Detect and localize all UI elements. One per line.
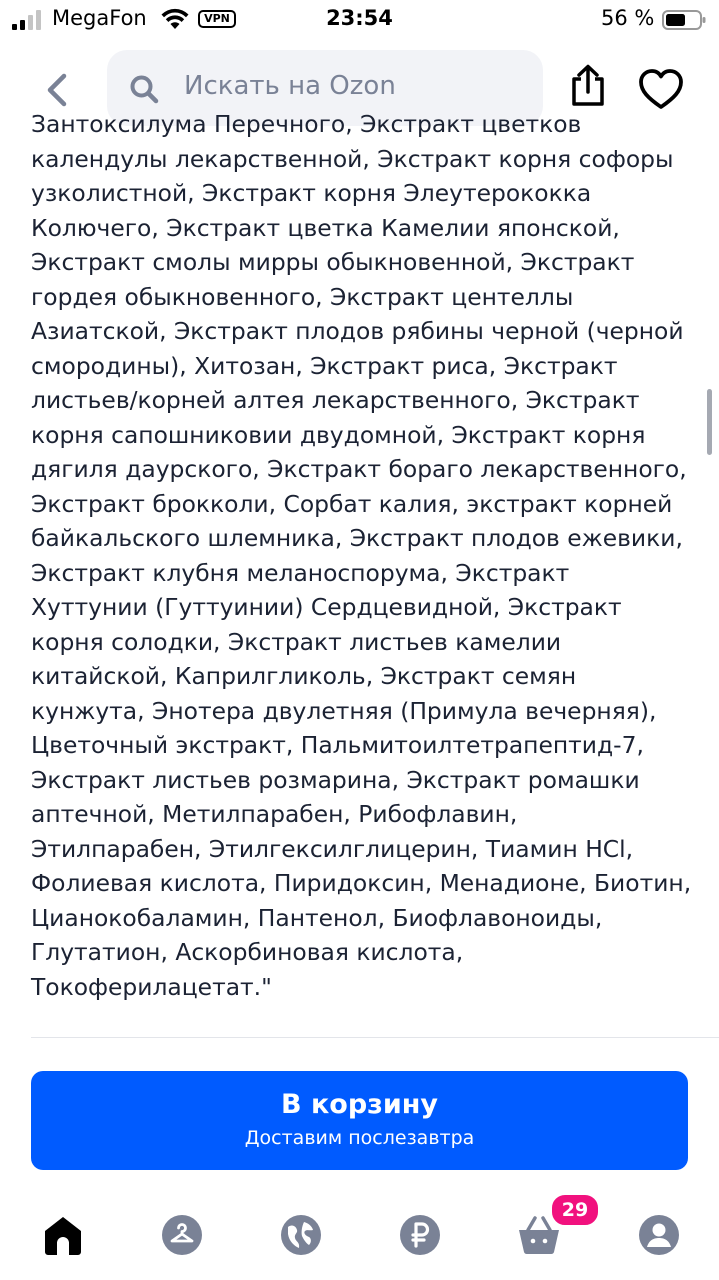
profile-icon[interactable] <box>636 1212 682 1258</box>
vpn-badge: VPN <box>198 10 236 28</box>
globe-icon[interactable] <box>278 1212 324 1258</box>
add-to-cart-label: В корзину <box>280 1089 439 1120</box>
share-icon[interactable] <box>568 64 608 108</box>
delivery-note: Доставим послезавтра <box>244 1127 475 1149</box>
clock: 23:54 <box>326 6 393 30</box>
status-bar <box>0 0 719 40</box>
bottom-tab-bar <box>0 1190 719 1280</box>
product-description <box>0 110 719 1034</box>
home-icon[interactable] <box>40 1212 86 1258</box>
hanger-icon[interactable] <box>159 1212 205 1258</box>
heart-icon[interactable] <box>638 68 684 110</box>
ruble-icon[interactable] <box>397 1212 443 1258</box>
chevron-left-icon[interactable] <box>40 70 70 110</box>
carrier-name: MegaFon <box>52 6 147 30</box>
cart-count-badge: 29 <box>550 1193 600 1227</box>
search-icon <box>129 74 159 104</box>
scrollbar[interactable] <box>707 389 712 455</box>
divider <box>31 1037 719 1038</box>
battery-icon <box>662 10 706 30</box>
add-to-cart-button[interactable] <box>31 1071 688 1170</box>
search-placeholder: Искать на Ozon <box>184 71 396 101</box>
battery-percent: 56 % <box>601 6 655 30</box>
ingredients-text: Зантоксилума Перечного, Экстракт цветков календулы лекарственной, Экстракт корня софоры узколистной, Экстракт корня Элеутерококка Колючего, Экстракт цветка Камелии японской, Экстракт смолы мирры обыкновенной, Экстракт гордея обыкновенного, Экстракт центеллы Азиатской, Экстракт плодов рябины черной (черной смородины), Хитозан, Экстракт риса, Экстракт листьев/корней алтея лекарственного, Экстракт корня сапошниковии двудомной, Экстракт корня дягиля даурского, Экстракт бораго лекарственного, Экстракт брокколи, Сорбат калия, экстракт корней байкальского шлемника, Экстракт плодов ежевики, Экстракт клубня меланоспорума, Экстракт Хуттунии (Гуттуинии) Сердцевидной, Экстракт корня солодки, Экстракт листьев камелии китайской, Каприлгликоль, Экстракт семян кунжута, Энотера двулетняя (Примула вечерняя), Цветочный экстракт, Пальмитоилтетрапептид-7, Экстракт листьев розмарина, Экстракт ромашки аптечной, Метилпарабен, Рибофлавин, Этилпарабен, Этилгексилглицерин, Тиамин HCl, Фолиевая кислота, Пиридоксин, Менадионе, Биотин, Цианокобаламин, Пантенол, Биофлавоноиды, Глутатион, Аскорбиновая кислота, Токоферилацетат." <box>31 110 692 1001</box>
